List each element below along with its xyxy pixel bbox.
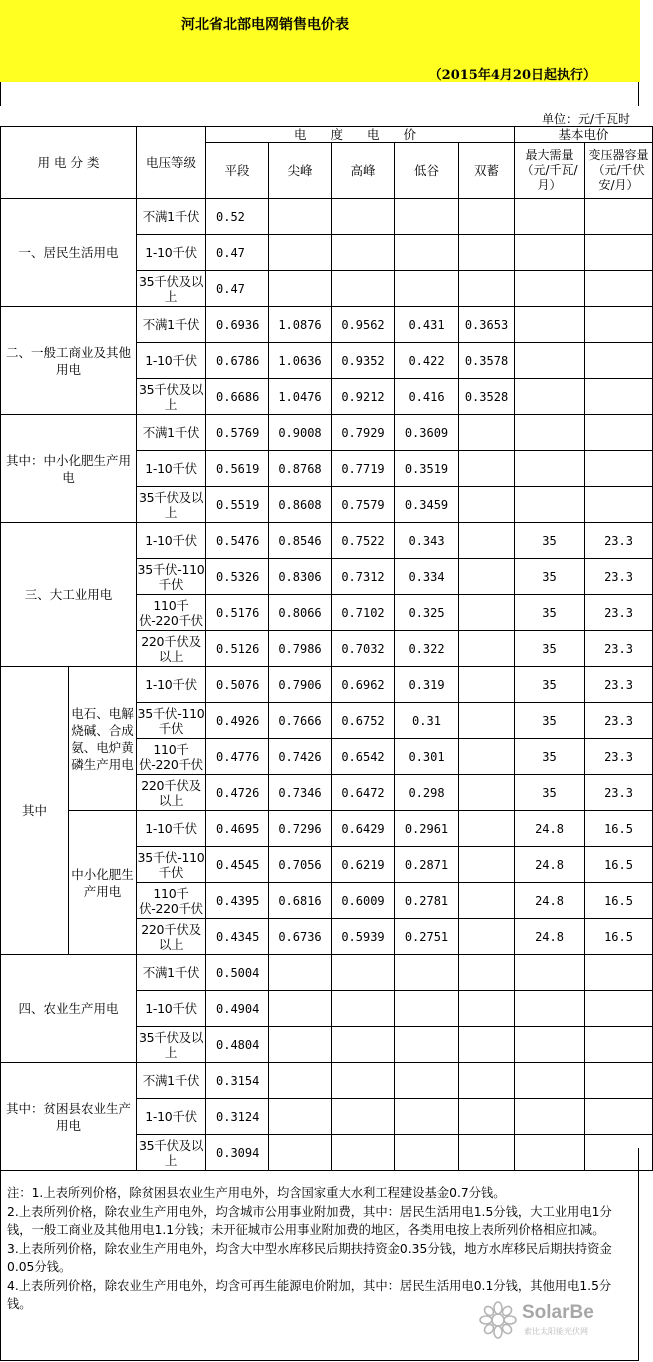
category-label: 二、一般工商业及其他用电 [1, 307, 137, 415]
voltage-level: 不满1千伏 [137, 1063, 206, 1099]
price-cell: 0.416 [395, 379, 459, 415]
header-basic-price: 基本电价 [515, 127, 653, 143]
header-energy-col: 高峰 [332, 143, 395, 199]
effective-date: （2015年4月20日起执行） [428, 68, 596, 83]
price-cell [395, 1027, 459, 1063]
capacity-cell [585, 1063, 653, 1099]
capacity-cell [585, 307, 653, 343]
header-category: 用 电 分 类 [1, 127, 137, 199]
max-demand-cell: 24.8 [515, 883, 585, 919]
header-energy-col: 双蓄 [459, 143, 515, 199]
voltage-level: 不满1千伏 [137, 415, 206, 451]
price-cell [332, 955, 395, 991]
max-demand-cell [515, 271, 585, 307]
max-demand-cell: 24.8 [515, 919, 585, 955]
price-cell: 0.334 [395, 559, 459, 595]
capacity-cell: 23.3 [585, 775, 653, 811]
voltage-level: 1-10千伏 [137, 451, 206, 487]
price-cell [459, 991, 515, 1027]
capacity-cell [585, 415, 653, 451]
capacity-cell [585, 1027, 653, 1063]
price-cell: 0.7929 [332, 415, 395, 451]
max-demand-cell: 35 [515, 667, 585, 703]
price-cell [269, 235, 332, 271]
price-cell: 0.3459 [395, 487, 459, 523]
capacity-cell: 16.5 [585, 847, 653, 883]
price-cell: 0.7102 [332, 595, 395, 631]
sun-flower-icon [478, 1300, 518, 1340]
voltage-level: 220千伏及以上 [137, 919, 206, 955]
header-energy-col: 尖峰 [269, 143, 332, 199]
price-cell: 0.9212 [332, 379, 395, 415]
max-demand-cell: 35 [515, 595, 585, 631]
price-cell: 0.8306 [269, 559, 332, 595]
price-cell: 0.9352 [332, 343, 395, 379]
price-cell: 0.5004 [206, 955, 269, 991]
title-banner [0, 0, 640, 82]
capacity-cell: 23.3 [585, 523, 653, 559]
price-cell: 0.5076 [206, 667, 269, 703]
voltage-level: 1-10千伏 [137, 343, 206, 379]
price-cell [459, 271, 515, 307]
capacity-cell: 23.3 [585, 631, 653, 667]
price-cell [269, 271, 332, 307]
price-cell [395, 199, 459, 235]
price-cell [459, 1063, 515, 1099]
capacity-cell [585, 379, 653, 415]
price-cell [332, 271, 395, 307]
price-cell: 0.6752 [332, 703, 395, 739]
price-cell [459, 919, 515, 955]
price-cell [459, 595, 515, 631]
voltage-level: 1-10千伏 [137, 667, 206, 703]
price-cell [332, 235, 395, 271]
price-cell: 0.6936 [206, 307, 269, 343]
price-cell: 0.7986 [269, 631, 332, 667]
price-cell: 0.3609 [395, 415, 459, 451]
max-demand-cell [515, 235, 585, 271]
price-cell: 0.7346 [269, 775, 332, 811]
max-demand-cell [515, 199, 585, 235]
price-cell: 0.2961 [395, 811, 459, 847]
price-cell: 1.0476 [269, 379, 332, 415]
price-cell [269, 1099, 332, 1135]
capacity-cell [585, 1099, 653, 1135]
price-cell: 0.2781 [395, 883, 459, 919]
price-cell [395, 1099, 459, 1135]
price-cell: 0.3154 [206, 1063, 269, 1099]
price-cell: 0.6009 [332, 883, 395, 919]
price-cell [459, 667, 515, 703]
page-title: 河北省北部电网销售电价表 [181, 17, 349, 33]
price-cell: 0.8768 [269, 451, 332, 487]
price-cell [269, 955, 332, 991]
electricity-price-table [0, 126, 653, 1171]
note-2: 2.上表所列价格，除农业生产用电外，均含城市公用事业附加费，其中：居民生活用电1.5分钱，大工业用电1分钱，一般工商业及其他用电1.1分钱；未开征城市公用事业附加费的地区，各类用电按上表所列价格相应扣减。 [7, 1204, 612, 1237]
voltage-level: 35千伏及以上 [137, 379, 206, 415]
capacity-cell: 16.5 [585, 811, 653, 847]
price-cell: 0.6686 [206, 379, 269, 415]
voltage-level: 110千伏-220千伏 [137, 883, 206, 919]
price-cell: 0.5476 [206, 523, 269, 559]
price-cell: 0.7522 [332, 523, 395, 559]
voltage-level: 35千伏-110千伏 [137, 703, 206, 739]
price-cell: 0.298 [395, 775, 459, 811]
capacity-cell: 23.3 [585, 667, 653, 703]
price-cell [332, 991, 395, 1027]
price-cell: 0.322 [395, 631, 459, 667]
max-demand-cell: 35 [515, 775, 585, 811]
category-label: 三、大工业用电 [1, 523, 137, 667]
subcategory-label: 中小化肥生产用电 [69, 811, 137, 955]
max-demand-cell: 35 [515, 739, 585, 775]
price-cell: 0.301 [395, 739, 459, 775]
price-cell: 0.6786 [206, 343, 269, 379]
price-cell: 0.4545 [206, 847, 269, 883]
price-cell: 0.5519 [206, 487, 269, 523]
capacity-cell [585, 955, 653, 991]
voltage-level: 1-10千伏 [137, 235, 206, 271]
price-cell: 0.4904 [206, 991, 269, 1027]
voltage-level: 不满1千伏 [137, 955, 206, 991]
price-cell [459, 955, 515, 991]
voltage-level: 1-10千伏 [137, 991, 206, 1027]
price-cell [269, 1027, 332, 1063]
capacity-cell [585, 451, 653, 487]
price-cell [332, 1099, 395, 1135]
price-cell: 0.6962 [332, 667, 395, 703]
price-cell [459, 415, 515, 451]
price-cell: 0.8608 [269, 487, 332, 523]
price-cell: 0.6429 [332, 811, 395, 847]
capacity-cell [585, 991, 653, 1027]
price-cell [459, 451, 515, 487]
header-basic-col: 最大需量（元/千瓦/月） [515, 143, 585, 199]
max-demand-cell [515, 1063, 585, 1099]
price-cell: 0.9008 [269, 415, 332, 451]
max-demand-cell: 35 [515, 559, 585, 595]
capacity-cell [585, 343, 653, 379]
table-row [1, 1063, 653, 1099]
price-cell: 0.5939 [332, 919, 395, 955]
voltage-level: 1-10千伏 [137, 811, 206, 847]
table-row [1, 415, 653, 451]
price-cell: 0.5126 [206, 631, 269, 667]
price-cell: 0.6736 [269, 919, 332, 955]
price-cell: 0.6542 [332, 739, 395, 775]
price-cell: 0.52 [206, 199, 269, 235]
max-demand-cell: 24.8 [515, 847, 585, 883]
price-cell [459, 1027, 515, 1063]
price-cell [459, 559, 515, 595]
table-row [1, 307, 653, 343]
price-cell [269, 1063, 332, 1099]
price-cell [269, 991, 332, 1027]
table-row [1, 523, 653, 559]
header-row [1, 127, 653, 143]
table-row [1, 667, 653, 703]
table-row [1, 199, 653, 235]
header-energy-price: 电 度 电 价 [206, 127, 515, 143]
price-cell: 0.343 [395, 523, 459, 559]
price-cell [332, 1063, 395, 1099]
category-label: 一、居民生活用电 [1, 199, 137, 307]
voltage-level: 不满1千伏 [137, 307, 206, 343]
price-cell: 0.4395 [206, 883, 269, 919]
max-demand-cell [515, 343, 585, 379]
voltage-level: 35千伏及以上 [137, 1027, 206, 1063]
price-cell: 0.431 [395, 307, 459, 343]
spacer-row [0, 82, 639, 106]
price-cell: 0.6816 [269, 883, 332, 919]
price-cell [459, 847, 515, 883]
capacity-cell [585, 487, 653, 523]
price-cell: 0.6472 [332, 775, 395, 811]
note-1: 注：1.上表所列价格，除贫困县农业生产用电外，均含国家重大水利工程建设基金0.7分钱。 [7, 1186, 506, 1200]
voltage-level: 35千伏-110千伏 [137, 559, 206, 595]
price-cell: 0.8546 [269, 523, 332, 559]
header-basic-col: 变压器容量（元/千伏安/月） [585, 143, 653, 199]
price-cell: 0.31 [395, 703, 459, 739]
header-energy-col: 低谷 [395, 143, 459, 199]
max-demand-cell: 35 [515, 703, 585, 739]
capacity-cell [585, 235, 653, 271]
price-cell: 0.8066 [269, 595, 332, 631]
header-voltage: 电压等级 [137, 127, 206, 199]
price-cell [459, 739, 515, 775]
table-row [1, 955, 653, 991]
price-cell [459, 883, 515, 919]
price-cell: 0.2871 [395, 847, 459, 883]
category-label: 四、农业生产用电 [1, 955, 137, 1063]
price-cell: 0.7719 [332, 451, 395, 487]
price-cell [459, 487, 515, 523]
price-cell [459, 811, 515, 847]
price-cell: 1.0636 [269, 343, 332, 379]
max-demand-cell [515, 415, 585, 451]
voltage-level: 110千伏-220千伏 [137, 595, 206, 631]
voltage-level: 不满1千伏 [137, 199, 206, 235]
max-demand-cell: 35 [515, 631, 585, 667]
voltage-level: 35千伏及以上 [137, 271, 206, 307]
max-demand-cell [515, 1027, 585, 1063]
price-cell [395, 235, 459, 271]
capacity-cell [585, 271, 653, 307]
price-cell: 0.47 [206, 235, 269, 271]
capacity-cell: 23.3 [585, 703, 653, 739]
max-demand-cell: 24.8 [515, 811, 585, 847]
watermark-subtitle: 索比太阳能光伏网 [524, 1327, 588, 1336]
price-cell: 0.5326 [206, 559, 269, 595]
voltage-level: 35千伏及以上 [137, 487, 206, 523]
table-row [1, 811, 653, 847]
price-cell: 0.7056 [269, 847, 332, 883]
price-cell: 0.325 [395, 595, 459, 631]
price-cell [459, 523, 515, 559]
price-cell [459, 631, 515, 667]
price-cell: 0.7296 [269, 811, 332, 847]
price-cell: 0.7906 [269, 667, 332, 703]
watermark [478, 1300, 630, 1340]
voltage-level: 220千伏及以上 [137, 631, 206, 667]
price-cell [459, 235, 515, 271]
price-cell: 0.47 [206, 271, 269, 307]
price-cell: 0.319 [395, 667, 459, 703]
price-cell [459, 703, 515, 739]
max-demand-cell [515, 955, 585, 991]
voltage-level: 220千伏及以上 [137, 775, 206, 811]
max-demand-cell [515, 991, 585, 1027]
voltage-level: 35千伏及以上 [137, 1135, 206, 1171]
category-label: 其中 [1, 667, 69, 955]
voltage-level: 110千伏-220千伏 [137, 739, 206, 775]
price-cell: 0.3519 [395, 451, 459, 487]
price-cell: 0.4345 [206, 919, 269, 955]
price-cell: 0.4804 [206, 1027, 269, 1063]
price-cell [395, 991, 459, 1027]
price-cell: 0.7426 [269, 739, 332, 775]
note-3: 3.上表所列价格，除农业生产用电外，均含大中型水库移民后期扶持资金0.35分钱，地方水库移民后期扶持资金0.05分钱。 [7, 1241, 612, 1274]
capacity-cell: 16.5 [585, 919, 653, 955]
max-demand-cell [515, 451, 585, 487]
capacity-cell: 23.3 [585, 595, 653, 631]
capacity-cell: 23.3 [585, 559, 653, 595]
category-label: 其中：贫困县农业生产用电 [1, 1063, 137, 1171]
price-cell: 0.3528 [459, 379, 515, 415]
price-cell: 0.7032 [332, 631, 395, 667]
max-demand-cell [515, 379, 585, 415]
price-cell: 0.3578 [459, 343, 515, 379]
capacity-cell [585, 199, 653, 235]
price-cell [332, 199, 395, 235]
capacity-cell: 23.3 [585, 739, 653, 775]
price-cell: 0.5176 [206, 595, 269, 631]
voltage-level: 1-10千伏 [137, 1099, 206, 1135]
price-cell: 0.9562 [332, 307, 395, 343]
price-cell: 0.7312 [332, 559, 395, 595]
max-demand-cell [515, 307, 585, 343]
voltage-level: 35千伏-110千伏 [137, 847, 206, 883]
price-cell [395, 271, 459, 307]
price-cell: 0.4926 [206, 703, 269, 739]
unit-label: 单位：元/千瓦时 [541, 112, 630, 126]
voltage-level: 1-10千伏 [137, 523, 206, 559]
price-cell [395, 1063, 459, 1099]
price-cell: 0.7666 [269, 703, 332, 739]
price-cell: 1.0876 [269, 307, 332, 343]
notes [7, 1184, 633, 1314]
price-cell [459, 775, 515, 811]
capacity-cell: 16.5 [585, 883, 653, 919]
price-cell: 0.5769 [206, 415, 269, 451]
price-cell: 0.6219 [332, 847, 395, 883]
price-cell [459, 199, 515, 235]
note-4: 4.上表所列价格，除农业生产用电外，均含可再生能源电价附加，其中：居民生活用电0.1分钱，其他用电1.5分钱。 [7, 1278, 612, 1311]
price-cell: 0.3094 [206, 1135, 269, 1171]
price-cell [395, 955, 459, 991]
max-demand-cell [515, 1099, 585, 1135]
category-label: 其中：中小化肥生产用电 [1, 415, 137, 523]
watermark-brand: SolarBe [522, 1302, 594, 1323]
price-cell: 0.4726 [206, 775, 269, 811]
price-cell [332, 1027, 395, 1063]
price-cell: 0.4695 [206, 811, 269, 847]
price-cell: 0.2751 [395, 919, 459, 955]
price-cell: 0.3124 [206, 1099, 269, 1135]
max-demand-cell [515, 487, 585, 523]
price-cell: 0.7579 [332, 487, 395, 523]
header-energy-col: 平段 [206, 143, 269, 199]
price-cell: 0.3653 [459, 307, 515, 343]
subcategory-label: 电石、电解烧碱、合成氨、电炉黄磷生产用电 [69, 667, 137, 811]
price-cell [459, 1099, 515, 1135]
price-cell: 0.5619 [206, 451, 269, 487]
price-cell [269, 199, 332, 235]
price-cell: 0.4776 [206, 739, 269, 775]
max-demand-cell: 35 [515, 523, 585, 559]
price-cell: 0.422 [395, 343, 459, 379]
